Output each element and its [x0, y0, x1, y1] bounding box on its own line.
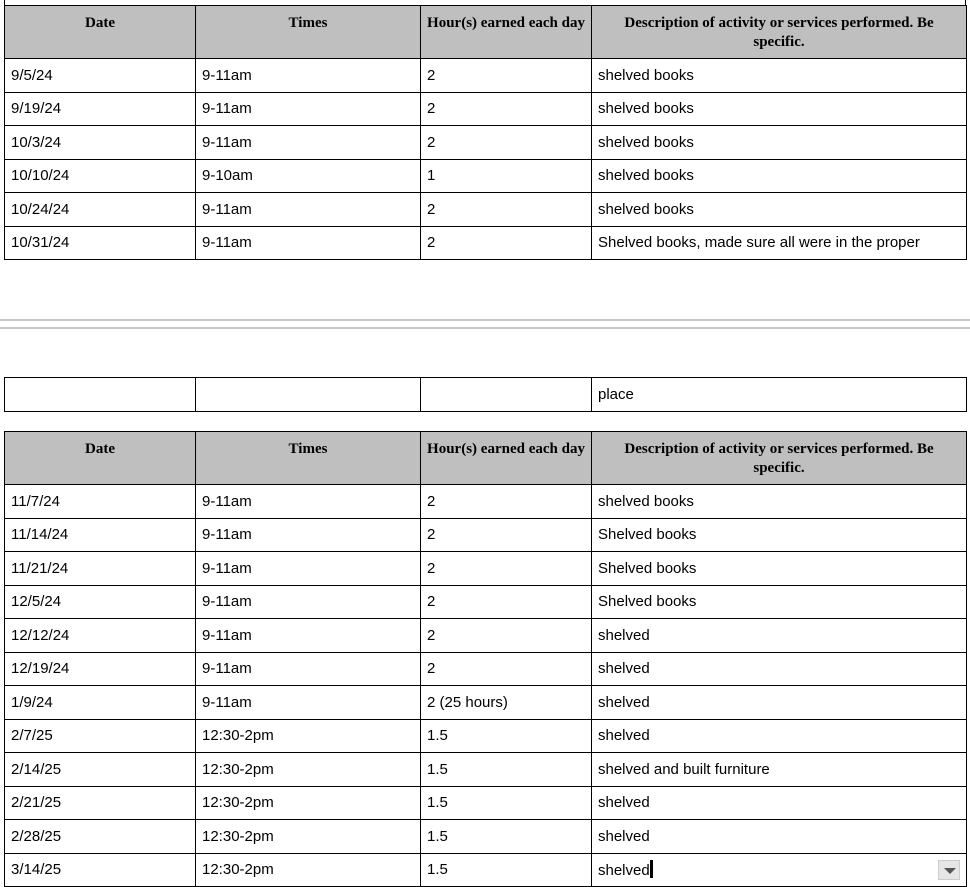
description-cell[interactable]: shelved books — [592, 485, 967, 519]
table-row — [5, 585, 967, 619]
header-row — [5, 432, 967, 485]
times-cell[interactable]: 12:30-2pm — [196, 786, 421, 820]
times-cell[interactable]: 9-11am — [196, 652, 421, 686]
description-cell[interactable]: shelved — [592, 853, 967, 887]
dropdown-arrow-icon[interactable] — [938, 860, 960, 880]
date-cell[interactable]: 10/31/24 — [5, 226, 196, 260]
description-cell[interactable]: place — [592, 378, 967, 412]
times-cell[interactable] — [196, 378, 421, 412]
table-row — [5, 159, 967, 193]
header-date: Date — [5, 6, 196, 59]
table-row — [5, 753, 967, 787]
table-row — [5, 719, 967, 753]
description-cell[interactable]: shelved — [592, 820, 967, 854]
description-cell[interactable]: shelved — [592, 786, 967, 820]
description-cell[interactable]: Shelved books — [592, 585, 967, 619]
date-cell[interactable]: 11/14/24 — [5, 518, 196, 552]
table-row — [5, 820, 967, 854]
date-cell[interactable]: 10/24/24 — [5, 193, 196, 227]
description-cell[interactable]: shelved — [592, 652, 967, 686]
header-date: Date — [5, 432, 196, 485]
header-row — [5, 6, 967, 59]
table-row — [5, 485, 967, 519]
date-cell[interactable]: 3/14/25 — [5, 853, 196, 887]
hours-cell[interactable]: 2 — [421, 92, 592, 126]
table-row — [5, 619, 967, 653]
date-cell[interactable]: 12/12/24 — [5, 619, 196, 653]
description-cell[interactable]: shelved books — [592, 193, 967, 227]
description-cell[interactable]: shelved books — [592, 59, 967, 93]
description-cell[interactable]: shelved books — [592, 92, 967, 126]
table-row — [5, 786, 967, 820]
hours-cell[interactable]: 2 — [421, 126, 592, 160]
description-cell[interactable]: shelved — [592, 686, 967, 720]
header-times: Times — [196, 6, 421, 59]
hours-cell[interactable]: 1.5 — [421, 753, 592, 787]
times-cell[interactable]: 9-11am — [196, 552, 421, 586]
table-row — [5, 652, 967, 686]
date-cell[interactable]: 10/3/24 — [5, 126, 196, 160]
times-cell[interactable]: 12:30-2pm — [196, 753, 421, 787]
date-cell[interactable]: 10/10/24 — [5, 159, 196, 193]
date-cell[interactable]: 11/21/24 — [5, 552, 196, 586]
times-cell[interactable]: 9-11am — [196, 59, 421, 93]
date-cell[interactable]: 9/5/24 — [5, 59, 196, 93]
times-cell[interactable]: 9-11am — [196, 686, 421, 720]
date-cell[interactable]: 12/19/24 — [5, 652, 196, 686]
hours-cell[interactable]: 1 — [421, 159, 592, 193]
page-break-line — [0, 327, 970, 329]
times-cell[interactable]: 9-11am — [196, 92, 421, 126]
hours-cell[interactable]: 2 — [421, 226, 592, 260]
date-cell[interactable]: 2/7/25 — [5, 719, 196, 753]
times-cell[interactable]: 9-11am — [196, 126, 421, 160]
hours-cell[interactable]: 1.5 — [421, 719, 592, 753]
table-row — [5, 226, 967, 260]
table-row — [5, 518, 967, 552]
hours-cell[interactable]: 2 — [421, 585, 592, 619]
hours-cell[interactable]: 2 — [421, 518, 592, 552]
times-cell[interactable]: 9-11am — [196, 619, 421, 653]
table-row — [5, 59, 967, 93]
date-cell[interactable]: 12/5/24 — [5, 585, 196, 619]
table-row — [5, 92, 967, 126]
hours-cell[interactable] — [421, 378, 592, 412]
times-cell[interactable]: 9-11am — [196, 485, 421, 519]
hours-cell[interactable]: 2 (25 hours) — [421, 686, 592, 720]
times-cell[interactable]: 12:30-2pm — [196, 853, 421, 887]
table-row — [5, 378, 967, 412]
description-cell[interactable]: shelved and built furniture — [592, 753, 967, 787]
hours-cell[interactable]: 2 — [421, 652, 592, 686]
date-cell[interactable]: 2/21/25 — [5, 786, 196, 820]
volunteer-log-table-2 — [4, 431, 967, 887]
description-cell[interactable]: Shelved books — [592, 518, 967, 552]
table-row — [5, 853, 967, 887]
header-times: Times — [196, 432, 421, 485]
description-cell[interactable]: shelved — [592, 719, 967, 753]
date-cell[interactable]: 11/7/24 — [5, 485, 196, 519]
hours-cell[interactable]: 2 — [421, 59, 592, 93]
header-description: Description of activity or services performed. Be specific. — [592, 6, 967, 59]
times-cell[interactable]: 9-10am — [196, 159, 421, 193]
date-cell[interactable]: 2/14/25 — [5, 753, 196, 787]
hours-cell[interactable]: 1.5 — [421, 820, 592, 854]
times-cell[interactable]: 9-11am — [196, 585, 421, 619]
times-cell[interactable]: 9-11am — [196, 518, 421, 552]
times-cell[interactable]: 9-11am — [196, 226, 421, 260]
table-row — [5, 552, 967, 586]
hours-cell[interactable]: 2 — [421, 552, 592, 586]
text-cursor — [650, 860, 653, 878]
header-hours: Hour(s) earned each day — [421, 432, 592, 485]
times-cell[interactable]: 12:30-2pm — [196, 820, 421, 854]
description-cell[interactable]: shelved books — [592, 159, 967, 193]
date-cell[interactable] — [5, 378, 196, 412]
times-cell[interactable]: 12:30-2pm — [196, 719, 421, 753]
description-cell[interactable]: shelved — [592, 619, 967, 653]
page-break-line — [0, 319, 970, 321]
description-cell[interactable]: Shelved books, made sure all were in the proper — [592, 226, 967, 260]
hours-cell[interactable]: 2 — [421, 193, 592, 227]
date-cell[interactable]: 9/19/24 — [5, 92, 196, 126]
hours-cell[interactable]: 1.5 — [421, 786, 592, 820]
header-hours: Hour(s) earned each day — [421, 6, 592, 59]
description-cell[interactable]: Shelved books — [592, 552, 967, 586]
table-row — [5, 686, 967, 720]
date-cell[interactable]: 1/9/24 — [5, 686, 196, 720]
hours-cell[interactable]: 2 — [421, 485, 592, 519]
volunteer-log-table-continuation — [4, 377, 967, 412]
table-row — [5, 193, 967, 227]
description-cell[interactable]: shelved books — [592, 126, 967, 160]
volunteer-log-table-1 — [4, 5, 967, 260]
hours-cell[interactable]: 1.5 — [421, 853, 592, 887]
date-cell[interactable]: 2/28/25 — [5, 820, 196, 854]
header-description: Description of activity or services performed. Be specific. — [592, 432, 967, 485]
times-cell[interactable]: 9-11am — [196, 193, 421, 227]
hours-cell[interactable]: 2 — [421, 619, 592, 653]
table-row — [5, 126, 967, 160]
